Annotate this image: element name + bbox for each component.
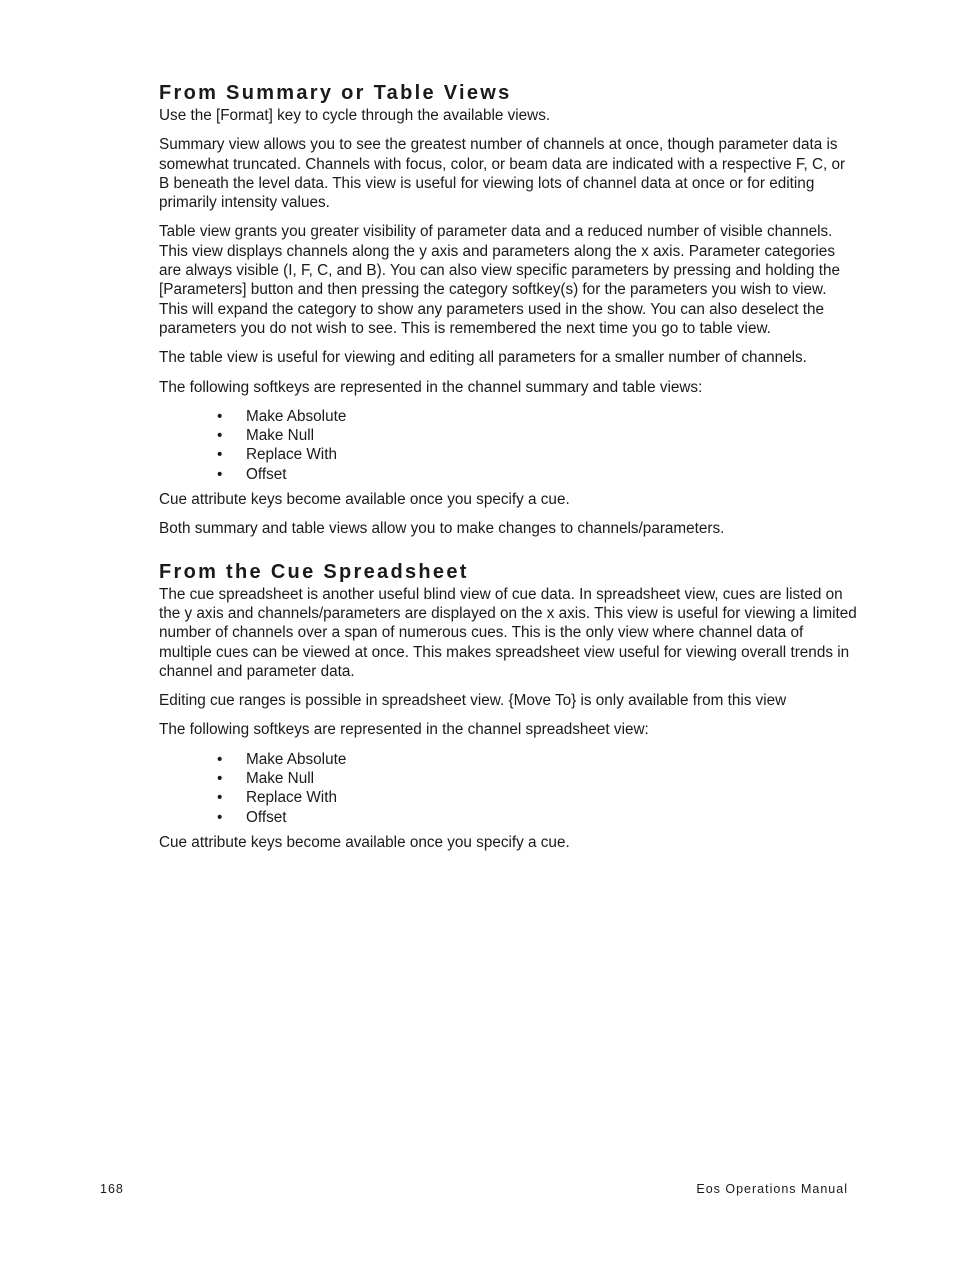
bullet-icon: •	[217, 789, 223, 807]
page-number: 168	[100, 1182, 124, 1196]
list-item	[217, 750, 859, 769]
section-heading-cue-spreadsheet: From the Cue Spreadsheet	[159, 560, 469, 583]
bullet-icon: •	[217, 465, 223, 483]
list-item-label: Replace With	[246, 446, 337, 464]
paragraph: Editing cue ranges is possible in spreadsheet view. {Move To} is only available from this view	[159, 692, 787, 710]
list-item	[217, 445, 859, 464]
paragraph: Both summary and table views allow you to make changes to channels/parameters.	[159, 520, 725, 538]
softkey-list-spreadsheet	[159, 750, 859, 827]
bullet-icon: •	[217, 808, 223, 826]
list-item-label: Offset	[246, 465, 287, 483]
list-item-label: Replace With	[246, 789, 337, 807]
paragraph: Table view grants you greater visibility of parameter data and a reduced number of visible channels. This view displays channels along the y axis and parameters along the x axis. Parameter categories are always visible (I, F, C, and B). You can also view specific parameters by pressing and holding the [Parameters] button and then pressing the category softkey(s) for the parameters you wish to view. This will expand the category to show any parameters used in the show. You can also deselect the parameters you do not wish to see. This is remembered the next time you go to table view.	[159, 223, 841, 337]
bullet-icon: •	[217, 427, 223, 445]
manual-title: Eos Operations Manual	[696, 1182, 848, 1196]
list-item	[217, 769, 859, 788]
list-item	[217, 808, 859, 827]
list-item-label: Make Null	[246, 770, 315, 788]
list-item-label: Make Absolute	[246, 407, 347, 425]
list-item	[217, 426, 859, 445]
list-item-label: Offset	[246, 808, 287, 826]
list-item	[217, 788, 859, 807]
paragraph: Use the [Format] key to cycle through the available views.	[159, 107, 551, 124]
paragraph: The cue spreadsheet is another useful blind view of cue data. In spreadsheet view, cues are listed on the y axis and channels/parameters are displayed on the x axis. This view is useful for viewing a limited number of channels over a span of numerous cues. This is the only view where channel data of multiple cues can be viewed at once. This makes spreadsheet view useful for viewing overall trends in channel and parameter data.	[159, 585, 857, 680]
softkey-list-summary-table	[159, 407, 859, 484]
paragraph: Summary view allows you to see the greatest number of channels at once, though parameter data is somewhat truncated. Channels with focus, color, or beam data are indicated with a respective F, C, or B beneath the level data. This view is useful for viewing lots of channel data at once or for editing primarily intensity values.	[159, 136, 846, 212]
paragraph: Cue attribute keys become available once you specify a cue.	[159, 491, 570, 509]
bullet-icon: •	[217, 446, 223, 464]
bullet-icon: •	[217, 750, 223, 768]
list-item-label: Make Null	[246, 427, 315, 445]
bullet-icon: •	[217, 407, 223, 425]
paragraph: The following softkeys are represented in the channel summary and table views:	[159, 378, 703, 396]
list-item	[217, 407, 859, 426]
paragraph: The table view is useful for viewing and editing all parameters for a smaller number of channels.	[159, 349, 807, 367]
paragraph: The following softkeys are represented in the channel spreadsheet view:	[159, 721, 649, 739]
list-item-label: Make Absolute	[246, 750, 347, 768]
page-content	[159, 80, 859, 862]
section-heading-summary-table: From Summary or Table Views	[159, 82, 512, 104]
paragraph: Cue attribute keys become available once you specify a cue.	[159, 833, 570, 851]
list-item	[217, 465, 859, 484]
bullet-icon: •	[217, 770, 223, 788]
